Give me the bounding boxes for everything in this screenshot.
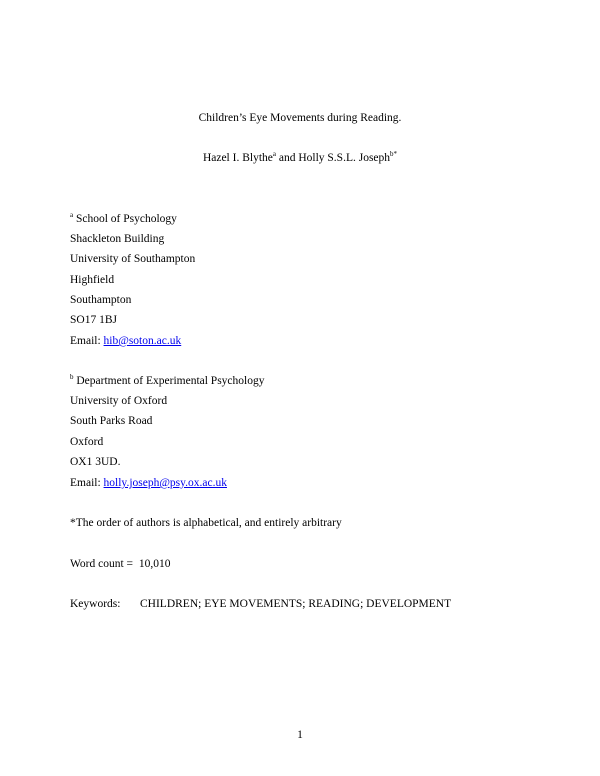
author-order-note: *The order of authors is alphabetical, and entirely arbitrary — [70, 517, 342, 529]
affiliation-a-email-line — [70, 334, 181, 348]
word-count-line — [70, 557, 170, 571]
email-label: Email: — [70, 335, 104, 347]
author-blythe: Hazel I. Blythe — [202, 152, 273, 164]
email-label: Email: — [70, 477, 104, 489]
email-link-blythe[interactable]: hib@soton.ac.uk — [103, 335, 182, 347]
affiliation-a-line: School of Psychology — [75, 213, 177, 225]
author-blythe-affiliation-mark: a — [272, 150, 276, 159]
affiliation-a-line: Shackleton Building — [70, 233, 165, 245]
paper-title: Children’s Eye Movements during Reading. — [198, 112, 402, 124]
keywords-line — [70, 597, 550, 611]
affiliation-a-line: Southampton — [70, 294, 132, 306]
affiliation-b-line: South Parks Road — [70, 415, 153, 427]
affiliation-b-mark: b — [70, 373, 74, 382]
affiliation-a-dept — [70, 212, 177, 226]
author-joseph: Holly S.S.L. Joseph — [298, 152, 391, 164]
affiliation-b-line: Oxford — [70, 436, 104, 448]
word-count-value: 10,010 — [138, 558, 171, 570]
affiliation-b-line: University of Oxford — [70, 395, 168, 407]
word-count-label: Word count = — [70, 558, 134, 570]
email-link-joseph[interactable]: holly.joseph@psy.ox.ac.uk — [103, 477, 227, 489]
affiliation-b-email-line — [70, 476, 227, 490]
keywords-value: CHILDREN; EYE MOVEMENTS; READING; DEVELOPMENT — [140, 598, 452, 610]
author-line — [0, 151, 600, 165]
keywords-label: Keywords: — [70, 598, 121, 610]
affiliation-a-line: Highfield — [70, 274, 115, 286]
affiliation-b-line: OX1 3UD. — [70, 456, 121, 468]
affiliation-a-line: University of Southampton — [70, 253, 196, 265]
affiliation-a-mark: a — [70, 211, 74, 220]
author-conjunction: and — [275, 152, 299, 164]
author-joseph-affiliation-mark: b* — [390, 150, 398, 159]
affiliation-b-line: Department of Experimental Psychology — [76, 375, 265, 387]
page-number: 1 — [297, 729, 303, 741]
affiliation-b-dept — [70, 374, 264, 388]
affiliation-a-line: SO17 1BJ — [70, 314, 117, 326]
